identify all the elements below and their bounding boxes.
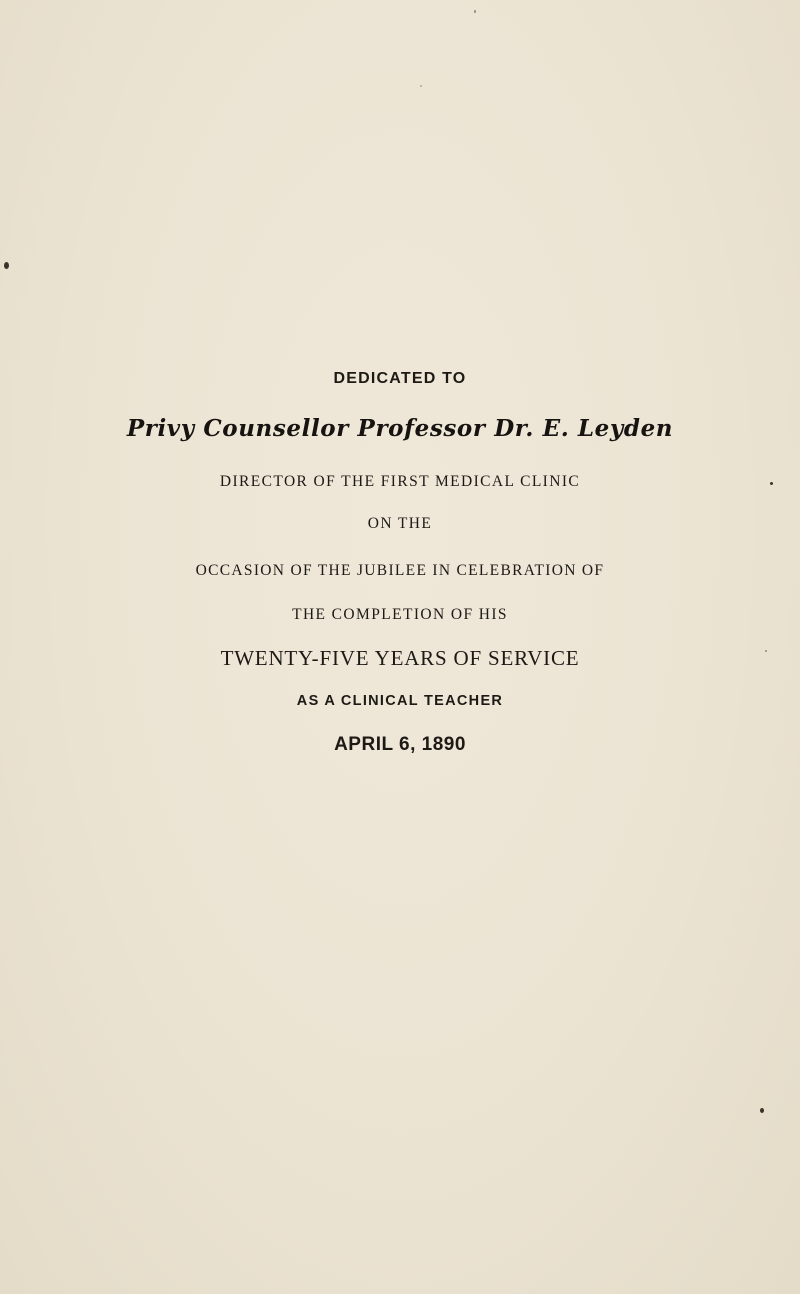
scan-speck xyxy=(420,85,422,87)
dedication-heading: DEDICATED TO xyxy=(333,370,467,387)
role-line: AS A CLINICAL TEACHER xyxy=(296,693,504,709)
dedicatee-title: DIRECTOR OF THE FIRST MEDICAL CLINIC xyxy=(219,473,581,490)
on-the-line: ON THE xyxy=(367,515,433,532)
scan-speck xyxy=(474,10,476,13)
occasion-line: OCCASION OF THE JUBILEE IN CELEBRATION OF xyxy=(195,562,605,579)
dedicatee-name: Privy Counsellor Professor Dr. E. Leyden xyxy=(126,415,674,442)
dedication-date: APRIL 6, 1890 xyxy=(334,734,466,755)
scan-speck xyxy=(765,650,767,652)
scan-speck xyxy=(4,262,9,269)
completion-line: THE COMPLETION OF HIS xyxy=(292,606,508,623)
scan-speck xyxy=(770,482,773,485)
scan-speck xyxy=(760,1108,764,1113)
service-years-line: TWENTY-FIVE YEARS OF SERVICE xyxy=(220,646,580,670)
